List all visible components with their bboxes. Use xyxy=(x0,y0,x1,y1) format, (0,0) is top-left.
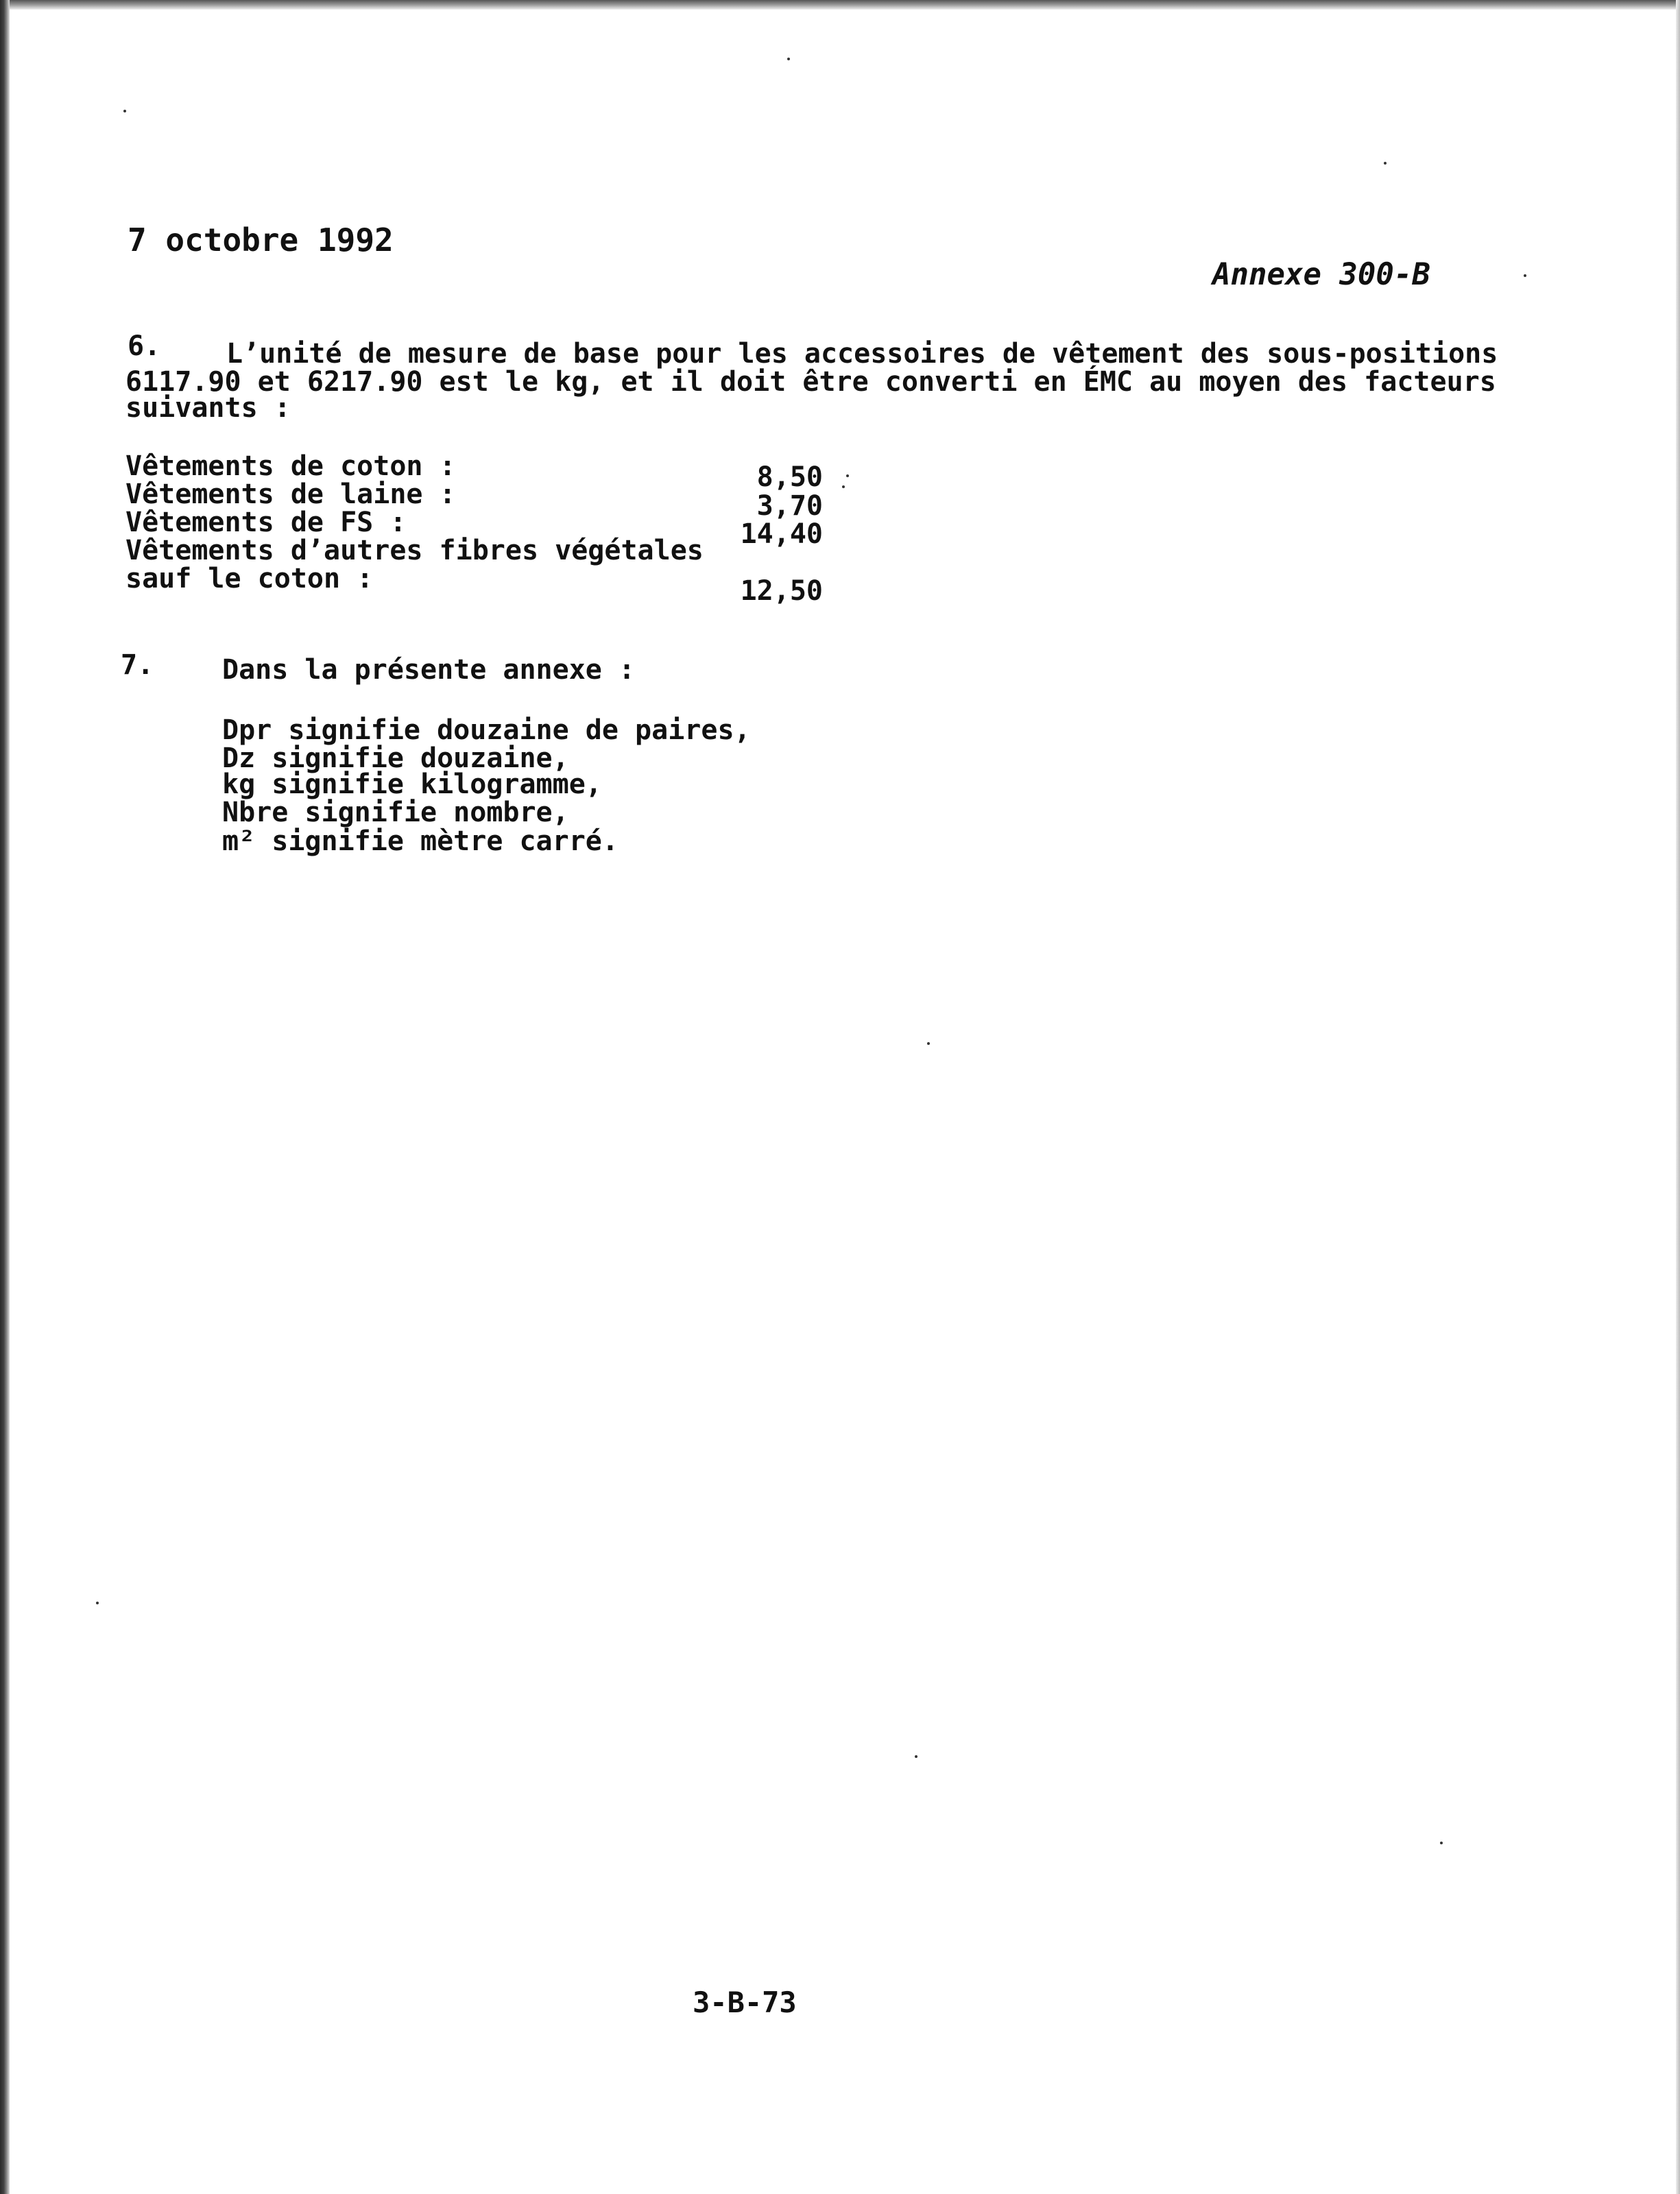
factor-label: Vêtements de coton : xyxy=(125,450,456,482)
scan-right-edge xyxy=(1676,0,1680,2194)
factor-label: Vêtements de FS : xyxy=(125,507,407,538)
scan-speck xyxy=(927,1042,930,1045)
factor-label: sauf le coton : xyxy=(125,563,374,594)
factor-value: 8,50 xyxy=(756,461,823,493)
factor-label: Vêtements de laine : xyxy=(125,479,456,510)
scan-speck xyxy=(1384,162,1387,165)
scan-left-edge xyxy=(0,0,10,2194)
scan-speck xyxy=(123,110,126,112)
page-number: 3-B-73 xyxy=(693,1986,797,2019)
factor-value: 12,50 xyxy=(740,575,823,607)
definition-item: Dpr signifie douzaine de paires, xyxy=(222,714,751,746)
definition-item: kg signifie kilogramme, xyxy=(222,769,602,800)
scan-speck xyxy=(787,58,790,60)
paragraph-7-intro: Dans la présente annexe : xyxy=(222,654,636,686)
definition-item: m² signifie mètre carré. xyxy=(222,825,619,857)
annex-title: Annexe 300-B xyxy=(1212,257,1430,292)
paragraph-6-number: 6. xyxy=(128,330,161,362)
scan-speck xyxy=(915,1755,917,1758)
document-date: 7 octobre 1992 xyxy=(128,221,394,258)
scan-speck xyxy=(96,1602,99,1604)
factor-value: 14,40 xyxy=(740,518,823,550)
paragraph-6-line: suivants : xyxy=(125,392,291,424)
scan-top-edge xyxy=(0,0,1680,10)
scan-speck xyxy=(846,474,849,477)
scan-speck xyxy=(1440,1842,1443,1844)
paragraph-6-line: 6117.90 et 6217.90 est le kg, et il doit être converti en ÉMC au moyen des facteurs xyxy=(125,366,1496,398)
factor-value: 3,70 xyxy=(756,490,823,522)
definition-item: Nbre signifie nombre, xyxy=(222,797,569,828)
paragraph-6-line: L’unité de mesure de base pour les accessoires de vêtement des sous-positions xyxy=(226,338,1498,370)
paragraph-7-number: 7. xyxy=(121,649,154,681)
factor-label: Vêtements d’autres fibres végétales xyxy=(125,535,704,566)
definition-item: Dz signifie douzaine, xyxy=(222,743,569,774)
scan-speck xyxy=(842,485,845,488)
scan-speck xyxy=(1524,274,1526,277)
